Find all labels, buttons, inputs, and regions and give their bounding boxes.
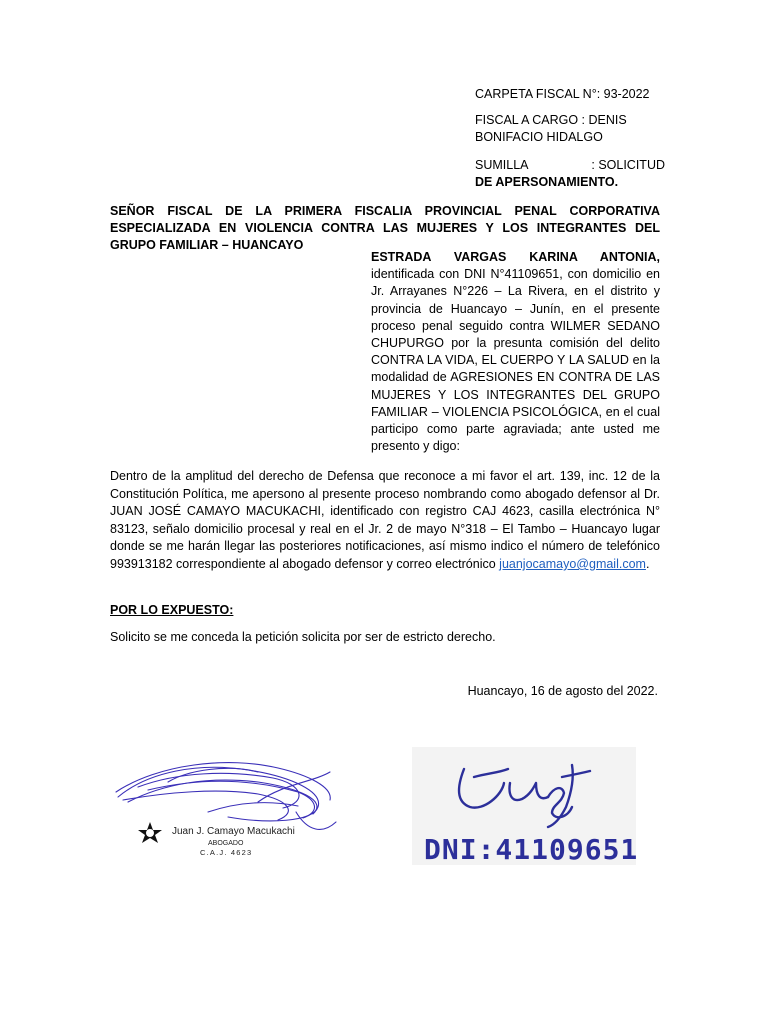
complainant-name: ESTRADA VARGAS KARINA ANTONIA,	[371, 250, 660, 264]
stamp-name: Juan J. Camayo Macukachi	[172, 826, 295, 837]
fiscal-a-cargo	[475, 112, 665, 146]
sumilla-label: SUMILLA	[475, 158, 529, 172]
sumilla	[475, 157, 665, 191]
client-signature-drawing	[412, 747, 636, 865]
intro-text: identificada con DNI N°41109651, con domicilio en Jr. Arrayanes N°226 – La Rivera, en el distrito y provincia de Huancayo – Junín, en el presente proceso penal seguido contra WILMER SEDANO CHUPURGO por la presunta comisión del delito CONTRA LA VIDA, EL CUERPO Y LA SALUD en la modalidad de AGRESIONES EN CONTRA DE LAS MUJERES Y LOS INTEGRANTES DEL GRUPO FAMILIAR – VIOLENCIA PSICOLÓGICA, en el cual participo como parte agraviada; ante usted me presento y digo:	[371, 267, 660, 454]
sumilla-value: : SOLICITUD	[591, 158, 665, 172]
fiscal-line-1: FISCAL A CARGO : DENIS	[475, 113, 627, 127]
carpeta-fiscal-text: CARPETA FISCAL N°: 93-2022	[475, 87, 650, 101]
body-text: Dentro de la amplitud del derecho de Defensa que reconoce a mi favor el art. 139, inc. 12 de la Constitución Política, me apersono al presente proceso nombrando como abogado defensor al Dr. JUAN JOSÉ CAMAYO MACUKACHI, identificado con registro CAJ 4623, casilla electrónica N° 83123, señalo domicilio procesal y real en el Jr. 2 de mayo N°318 – El Tambo – Huancayo lugar donde se me harán llegar las posteriores notificaciones, así mismo indico el número de telefónico 993913182 correspondiente al abogado defensor y correo electrónico	[110, 469, 660, 571]
carpeta-fiscal	[475, 86, 665, 103]
lawyer-signature-drawing	[108, 742, 340, 860]
body-end: .	[645, 556, 650, 571]
intro-paragraph	[371, 249, 660, 455]
stamp-registration: C.A.J. 4623	[200, 848, 253, 857]
sumilla-line-1	[475, 157, 665, 174]
dni-handwritten: DNI:41109651	[424, 833, 636, 865]
lawyer-signature	[108, 742, 340, 860]
addressee: SEÑOR FISCAL DE LA PRIMERA FISCALIA PROVINCIAL PENAL CORPORATIVA ESPECIALIZADA EN VIOLENCIA CONTRA LAS MUJERES Y LOS INTEGRANTES DEL GRUPO FAMILIAR – HUANCAYO	[110, 204, 660, 252]
sumilla-line-2: DE APERSONAMIENTO.	[475, 175, 619, 189]
por-lo-expuesto-heading: POR LO EXPUESTO:	[110, 603, 234, 617]
fiscal-line-2: BONIFACIO HIDALGO	[475, 130, 603, 144]
stamp-title: ABOGADO	[208, 840, 244, 847]
email-link[interactable]: juanjocamayo@gmail.com	[499, 556, 646, 571]
date-line: Huancayo, 16 de agosto del 2022.	[467, 684, 658, 698]
request-text: Solicito se me conceda la petición solicita por ser de estricto derecho.	[110, 630, 496, 644]
body-paragraph	[110, 468, 660, 574]
client-signature	[412, 747, 636, 865]
